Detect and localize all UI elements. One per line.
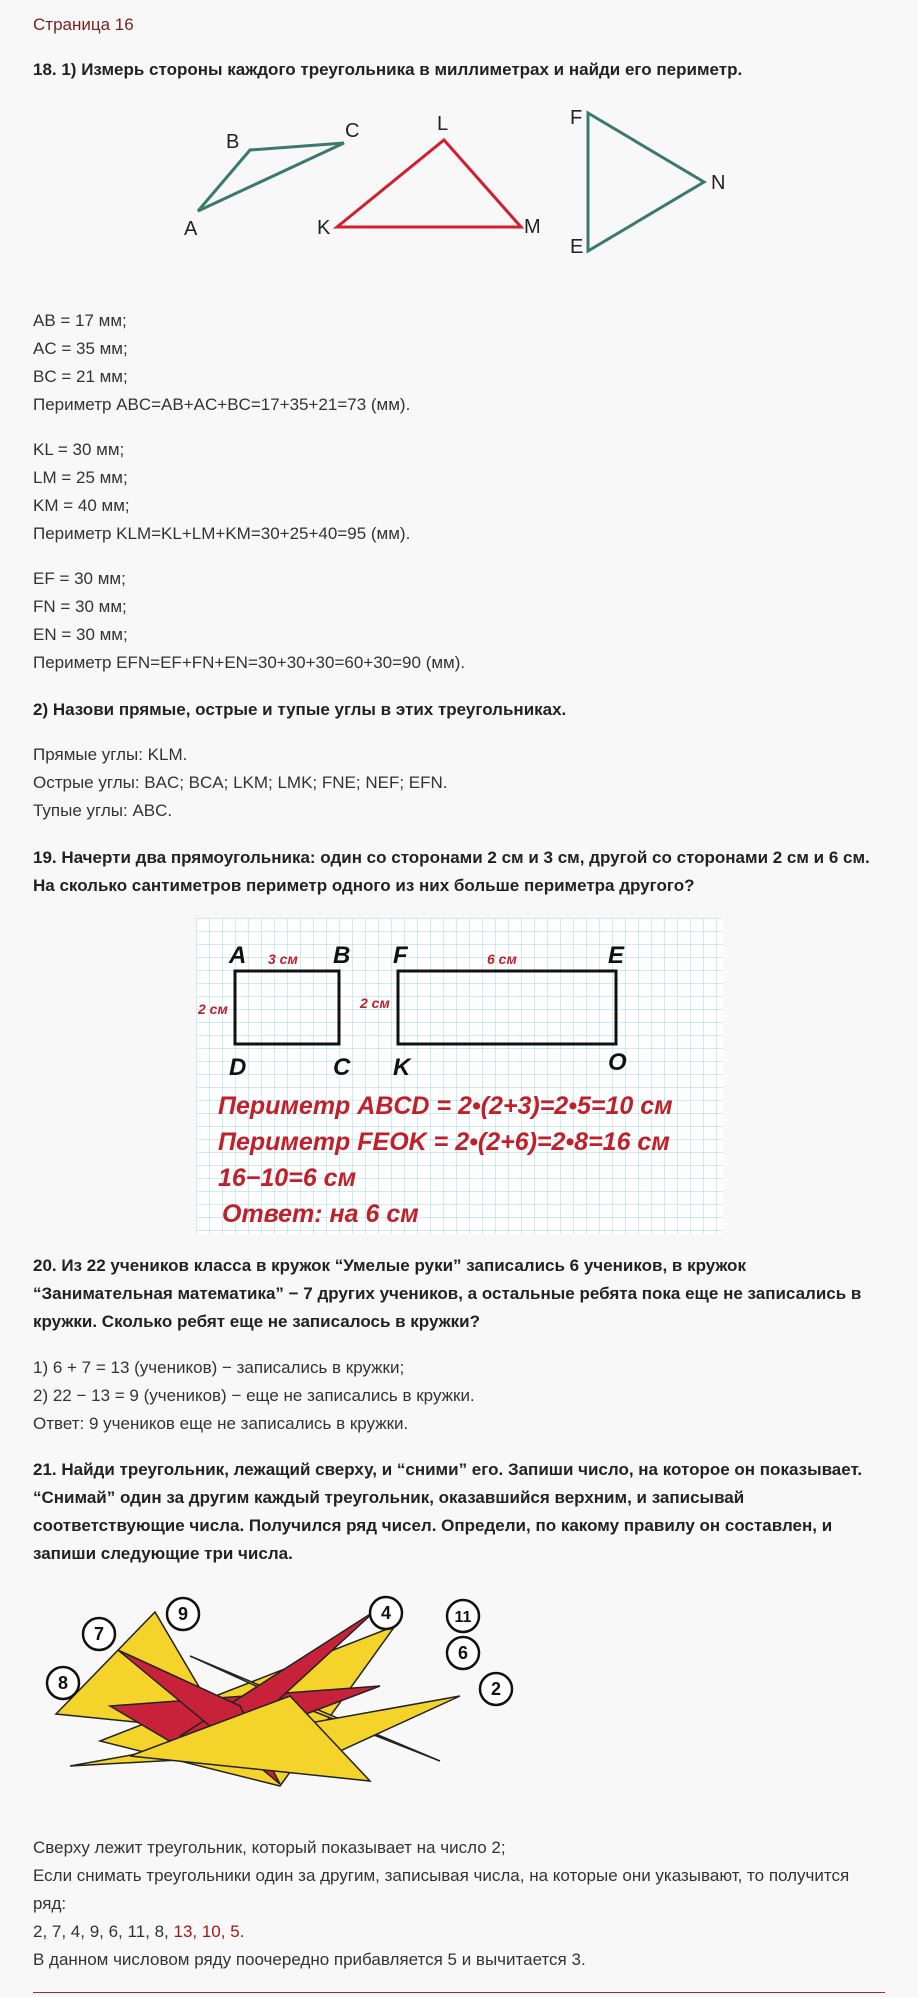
line: Периметр KLM=KL+LM+KM=30+25+40=95 (мм).: [33, 524, 411, 543]
series-plain: 2, 7, 4, 9, 6, 11, 8,: [33, 1922, 174, 1941]
triangle-abc: [198, 143, 344, 211]
line: В данном числовом ряду поочередно прибавляется 5 и вычитается 3.: [33, 1950, 586, 1969]
rectangles-figure: [196, 918, 723, 1234]
line: Ответ: 9 учеников еще не записались в кружки.: [33, 1414, 409, 1433]
perimeter-feok: Периметр FEOK = 2•(2+6)=2•8=16 см: [218, 1128, 670, 1156]
line: Сверху лежит треугольник, который показывает на число 2;: [33, 1838, 506, 1857]
line: KL = 30 мм;: [33, 440, 125, 459]
side-label-ab: 3 см: [268, 951, 298, 967]
task18-part2-heading: 2) Назови прямые, острые и тупые углы в этих треугольниках.: [33, 700, 567, 719]
label-c: C: [345, 120, 360, 142]
vertex-c: C: [333, 1054, 351, 1081]
abc-measurements: [33, 307, 410, 419]
vertex-d: D: [229, 1054, 247, 1081]
task20-solution: [33, 1354, 475, 1438]
line: EF = 30 мм;: [33, 569, 126, 588]
circle-4-number: 4: [380, 1603, 392, 1623]
label-k: K: [317, 217, 331, 239]
answer: Ответ: на 6 см: [222, 1200, 419, 1228]
task21-solution: [33, 1834, 883, 1974]
line: FN = 30 мм;: [33, 597, 127, 616]
line: Тупые углы: ABC.: [33, 801, 173, 820]
circle-8-number: 8: [57, 1673, 69, 1693]
circle-2-number: 2: [490, 1679, 502, 1699]
series-next-numbers: 13, 10, 5: [173, 1922, 240, 1941]
series-end: .: [239, 1922, 245, 1941]
circle-7-number: 7: [93, 1624, 105, 1644]
side-label-fk: 2 см: [360, 995, 390, 1011]
line: AC = 35 мм;: [33, 339, 128, 358]
vertex-k: K: [393, 1054, 411, 1081]
efn-measurements: [33, 565, 465, 677]
line: 2) 22 − 13 = 9 (учеников) − еще не записались в кружки.: [33, 1386, 475, 1405]
line: 1) 6 + 7 = 13 (учеников) − записались в кружки;: [33, 1358, 405, 1377]
vertex-f: F: [393, 942, 408, 969]
stacked-triangles-figure: [40, 1586, 530, 1806]
triangle-efn: [588, 113, 704, 251]
vertex-b: B: [333, 942, 351, 969]
line: Периметр EFN=EF+FN+EN=30+30+30=60+30=90 (мм).: [33, 653, 466, 672]
task18-heading: 18. 1) Измерь стороны каждого треугольника в миллиметрах и найди его периметр.: [33, 60, 743, 79]
label-a: A: [184, 218, 198, 240]
line: Если снимать треугольники один за другим, записывая числа, на которые они указывают, то получится ряд:: [33, 1866, 850, 1913]
perimeter-abcd: Периметр ABCD = 2•(2+3)=2•5=10 см: [218, 1092, 673, 1120]
label-f: F: [570, 107, 583, 129]
line: BC = 21 мм;: [33, 367, 128, 386]
label-e: E: [570, 236, 584, 258]
circle-11-number: 11: [454, 1609, 472, 1626]
klm-measurements: [33, 436, 410, 548]
angles-list: [33, 741, 448, 825]
divider: [33, 1992, 885, 1993]
line: Острые углы: BAC; BCA; LKM; LMK; FNE; NEF; EFN.: [33, 773, 448, 792]
triangle-klm: [337, 140, 521, 227]
line: AB = 17 мм;: [33, 311, 127, 330]
task21-heading: 21. Найди треугольник, лежащий сверху, и “сними” его. Запиши число, на которое он показывает. “Снимай” один за другим каждый треугольник, оказавшийся верхним, и записывай соответствующие числа. Получился ряд чисел. Определи, по какому правилу он составлен, и запиши следующие три числа.: [33, 1460, 863, 1563]
line: Прямые углы: KLM.: [33, 745, 188, 764]
circle-6-number: 6: [457, 1643, 469, 1663]
label-n: N: [711, 172, 726, 194]
label-l: L: [437, 113, 449, 135]
line: Периметр ABC=AB+AC+BC=17+35+21=73 (мм).: [33, 395, 411, 414]
task19-heading: 19. Начерти два прямоугольника: один со сторонами 2 см и 3 см, другой со сторонами 2 см и 6 см. На сколько сантиметров периметр одного из них больше периметра другого?: [33, 848, 870, 895]
vertex-a: A: [229, 942, 247, 969]
number-series: [33, 1918, 883, 1946]
side-label-fe: 6 см: [487, 951, 517, 967]
triangles-figure: [180, 105, 740, 270]
vertex-o: O: [608, 1049, 627, 1076]
label-b: B: [226, 131, 240, 153]
task20-heading: 20. Из 22 учеников класса в кружок “Умелые руки” записались 6 учеников, в кружок “Занимательная математика” − 7 других учеников, а остальные ребята пока еще не записались в кружки. Сколько ребят еще не записалось в кружки?: [33, 1256, 862, 1331]
vertex-e: E: [608, 942, 625, 969]
line: LM = 25 мм;: [33, 468, 128, 487]
circle-9-number: 9: [177, 1604, 189, 1624]
difference: 16−10=6 см: [218, 1164, 357, 1192]
label-m: M: [524, 216, 541, 238]
line: EN = 30 мм;: [33, 625, 128, 644]
page-title: Страница 16: [33, 15, 134, 34]
line: KM = 40 мм;: [33, 496, 130, 515]
side-label-ad: 2 см: [198, 1001, 228, 1017]
